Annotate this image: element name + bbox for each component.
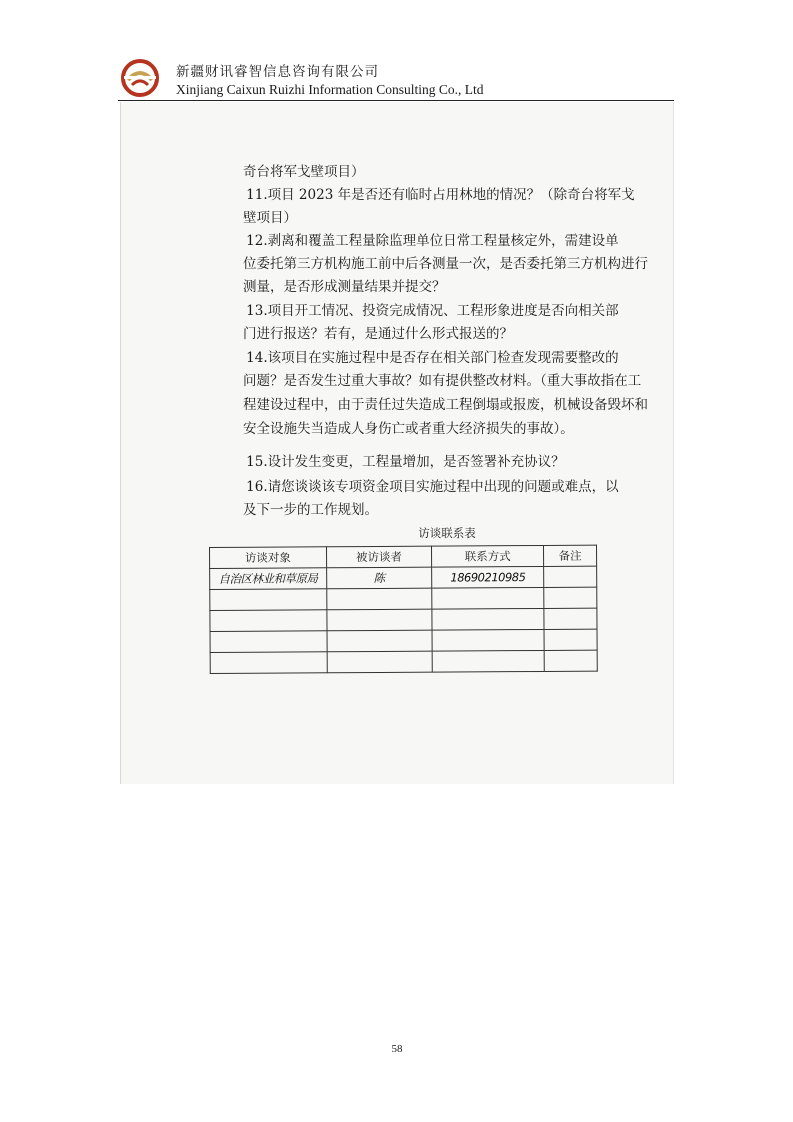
- company-logo-icon: [120, 58, 160, 98]
- table-cell: [210, 610, 327, 632]
- table-header-cell: 联系方式: [432, 545, 544, 567]
- table-cell: [327, 630, 433, 652]
- body-line: 测量，是否形成测量结果并提交？: [243, 279, 446, 295]
- table-cell: [544, 587, 597, 608]
- body-line: 14.该项目在实施过程中是否存在相关部门检查发现需要整改的: [229, 350, 619, 366]
- table-row: [210, 566, 597, 589]
- company-name-en: Xinjiang Caixun Ruizhi Information Consulting Co., Ltd: [176, 82, 484, 97]
- table-cell: [544, 629, 597, 650]
- table-cell: [210, 631, 327, 653]
- handwritten-org: 自治区林业和草原局: [210, 568, 327, 590]
- table-cell: [326, 588, 432, 610]
- body-line: 12.剥离和覆盖工程量除监理单位日常工程量核定外，需建设单: [229, 233, 619, 249]
- table-cell: [544, 650, 597, 671]
- table-title: 访谈联系表: [418, 526, 476, 540]
- table-cell: [544, 608, 597, 629]
- body-line: 壁项目）: [243, 210, 297, 226]
- scanned-page: [120, 102, 674, 784]
- body-line: 奇台将军戈壁项目）: [243, 164, 365, 180]
- table-cell: [432, 608, 544, 630]
- table-cell: [432, 650, 544, 672]
- body-line: 问题？是否发生过重大事故？如有提供整改材料。（重大事故指在工: [243, 373, 642, 389]
- table-row: [210, 587, 597, 610]
- body-line: 程建设过程中，由于责任过失造成工程倒塌或报废，机械设备毁坏和: [243, 397, 648, 413]
- body-line: 13.项目开工情况、投资完成情况、工程形象进度是否向相关部: [229, 303, 619, 319]
- table-cell: [544, 566, 597, 587]
- table-cell: [326, 609, 432, 631]
- table-cell: [210, 589, 327, 611]
- page-header: [118, 52, 674, 102]
- handwritten-phone: 18690210985: [432, 566, 544, 588]
- table-cell: [432, 587, 544, 609]
- body-line: 16.请您谈谈该专项资金项目实施过程中出现的问题或难点，以: [229, 479, 619, 495]
- page-number: 58: [391, 1043, 403, 1055]
- table-row: [210, 650, 597, 673]
- body-line: 安全设施失当造成人身伤亡或者重大经济损失的事故）。: [243, 421, 574, 437]
- body-line: 及下一步的工作规划。: [243, 502, 378, 518]
- body-line: 位委托第三方机构施工前中后各测量一次，是否委托第三方机构进行: [243, 256, 648, 272]
- table-cell: [327, 651, 433, 673]
- table-row: [210, 629, 597, 652]
- company-name-cn: 新疆财讯睿智信息咨询有限公司: [176, 64, 379, 80]
- table-header-cell: 备注: [544, 545, 597, 566]
- body-line: 11.项目 2023 年是否还有临时占用林地的情况？（除奇台将军戈: [229, 187, 635, 203]
- table-row: [210, 608, 597, 631]
- table-cell: [210, 652, 327, 674]
- body-line: 门进行报送？若有，是通过什么形式报送的？: [243, 326, 513, 342]
- header-divider: [118, 100, 674, 101]
- table-cell: [432, 629, 544, 651]
- table-header-row: [210, 545, 597, 568]
- contact-table: [209, 545, 598, 674]
- handwritten-name: 陈: [326, 567, 432, 589]
- table-header-cell: 访谈对象: [210, 547, 327, 569]
- table-header-cell: 被访谈者: [326, 546, 432, 568]
- body-line: 15.设计发生变更，工程量增加，是否签署补充协议？: [229, 454, 565, 470]
